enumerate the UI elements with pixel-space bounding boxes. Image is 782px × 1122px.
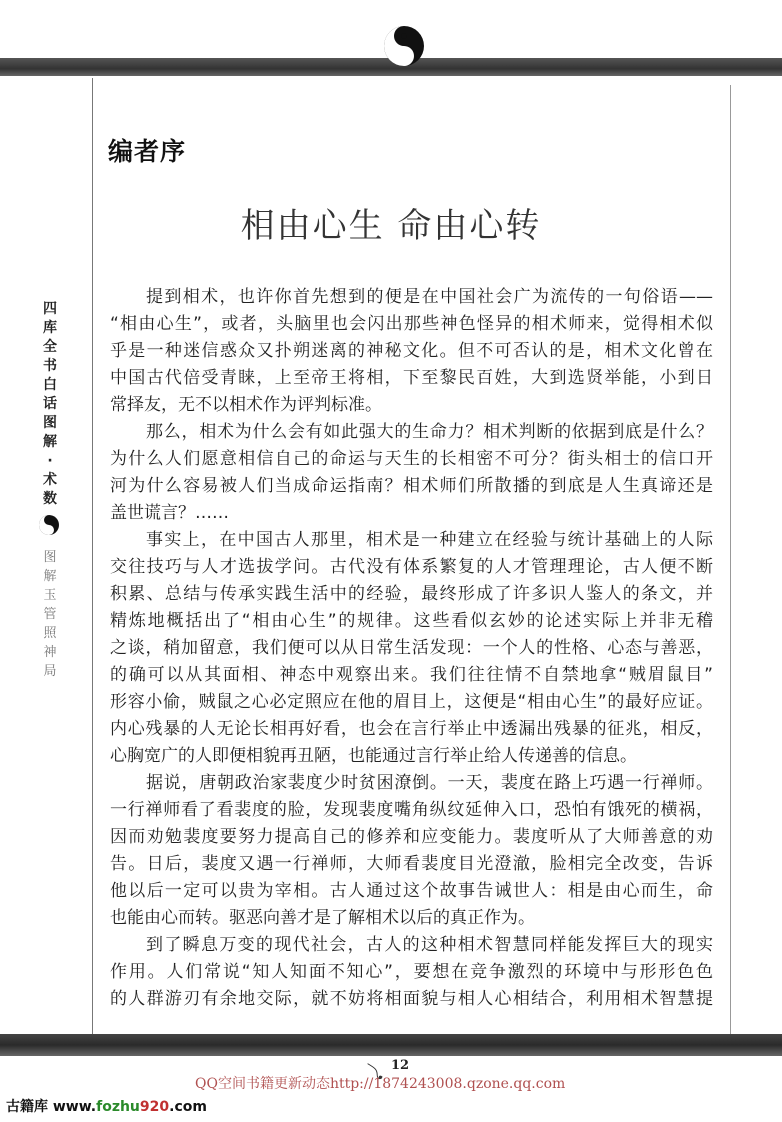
text-line: 他以后一定可以贵为宰相。古人通过这个故事告诫世人：相是由心而生，命 xyxy=(110,881,713,901)
text-line: 交往技巧与人才选拔学问。古代没有体系繁复的人才管理理论，古人便不断 xyxy=(110,557,713,577)
vertical-char: · xyxy=(47,453,53,469)
vertical-char: 玉 xyxy=(43,588,57,603)
text-line: 积累、总结与传承实践生活中的经验，最终形成了许多识人鉴人的条文，并 xyxy=(110,584,713,604)
site-watermark xyxy=(6,1099,207,1116)
text-line: 因而劝勉裴度要努力提高自己的修养和应变能力。裴度听从了大师善意的劝 xyxy=(110,827,713,847)
vertical-char: 解 xyxy=(43,434,57,450)
text-line: 盖世谎言？…… xyxy=(110,503,229,523)
vertical-char: 四 xyxy=(43,301,57,317)
bottom-decorative-bar xyxy=(0,1034,782,1056)
yin-yang-icon xyxy=(382,24,426,68)
text-line: 作用。人们常说“知人知面不知心”，要想在竞争激烈的环境中与形形色色 xyxy=(110,962,713,982)
site-prefix: www. xyxy=(52,1099,97,1115)
section-heading: 编者序 xyxy=(108,137,187,166)
text-line: 乎是一种迷信惑众又扑朔迷离的神秘文化。但不可否认的是，相术文化曾在 xyxy=(110,341,713,361)
vertical-char: 解 xyxy=(43,569,57,584)
text-line: “相由心生”，或者，头脑里也会闪出那些神色怪异的相术师来，觉得相术似 xyxy=(110,314,713,334)
vertical-char: 库 xyxy=(43,320,57,336)
text-line: 中国古代倍受青睐，上至帝王将相，下至黎民百姓，大到选贤举能，小到日 xyxy=(110,368,713,388)
text-line: 的确可以从其面相、神态中观察出来。我们往往情不自禁地拿“贼眉鼠目” xyxy=(110,665,713,685)
site-label: 古籍库 xyxy=(6,1099,48,1115)
vertical-char: 白 xyxy=(43,377,57,393)
vertical-char: 照 xyxy=(43,626,57,641)
text-line: 的人群游刃有余地交际，就不妨将相面貌与相人心相结合，利用相术智慧提 xyxy=(110,989,713,1009)
text-line: 为什么人们愿意相信自己的命运与天生的长相密不可分？街头相士的信口开 xyxy=(110,449,713,469)
vertical-char: 管 xyxy=(43,607,57,622)
site-red: 920 xyxy=(139,1099,170,1115)
text-line: 心胸宽广的人即便相貌再丑陋，也能通过言行举止给人传递善的信息。 xyxy=(110,746,637,766)
text-line: 精炼地概括出了“相由心生”的规律。这些看似玄妙的论述实际上并非无稽 xyxy=(110,611,713,631)
text-line: 据说，唐朝政治家裴度少时贫困潦倒。一天，裴度在路上巧遇一行禅师。 xyxy=(146,773,713,793)
text-line: 之谈，稍加留意，我们便可以从日常生活发现：一个人的性格、心态与善恶， xyxy=(110,638,713,658)
vertical-char: 全 xyxy=(43,339,57,355)
vertical-char: 图 xyxy=(43,415,57,431)
site-green: fozhu xyxy=(96,1099,140,1115)
text-line: 常择友，无不以相术作为评判标准。 xyxy=(110,395,382,415)
text-line: 河为什么容易被人们当成命运指南？相术师们所散播的到底是人生真谛还是 xyxy=(110,476,713,496)
page-title: 相由心生 命由心转 xyxy=(240,206,542,246)
vertical-char: 神 xyxy=(43,645,57,660)
vertical-char: 局 xyxy=(43,664,57,679)
vertical-char: 图 xyxy=(43,550,57,565)
body-text xyxy=(110,284,713,1013)
yin-yang-small-icon xyxy=(38,514,60,536)
text-line: 事实上，在中国古人那里，相术是一种建立在经验与统计基础上的人际 xyxy=(146,530,713,550)
text-line: 到了瞬息万变的现代社会，古人的这种相术智慧同样能发挥巨大的现实 xyxy=(146,935,713,955)
text-line: 内心残暴的人无论长相再好看，也会在言行举止中透漏出残暴的征兆，相反， xyxy=(110,719,713,739)
series-title-vertical xyxy=(40,300,60,509)
text-line: 提到相术，也许你首先想到的便是在中国社会广为流传的一句俗语—— xyxy=(146,287,713,307)
book-title-vertical xyxy=(42,548,58,681)
page-number: 12 xyxy=(391,1058,410,1073)
vertical-char: 数 xyxy=(43,491,57,507)
vertical-char: 书 xyxy=(43,358,57,374)
text-line: 一行禅师看了看裴度的脸，发现裴度嘴角纵纹延伸入口，恐怕有饿死的横祸， xyxy=(110,800,713,820)
text-line: 也能由心而转。驱恶向善才是了解相术以后的真正作为。 xyxy=(110,908,535,928)
site-suffix: .com xyxy=(169,1099,207,1115)
text-line: 那么，相术为什么会有如此强大的生命力？相术判断的依据到底是什么？ xyxy=(146,422,713,442)
watermark-text: QQ空间书籍更新动态http://1874243008.qzone.qq.com xyxy=(195,1076,566,1092)
text-line: 形容小偷，贼鼠之心必定照应在他的眉目上，这便是“相由心生”的最好应证。 xyxy=(110,692,713,712)
text-line: 告。日后，裴度又遇一行禅师，大师看裴度目光澄澈，脸相完全改变，告诉 xyxy=(110,854,713,874)
vertical-char: 话 xyxy=(43,396,57,412)
vertical-char: 术 xyxy=(43,472,57,488)
